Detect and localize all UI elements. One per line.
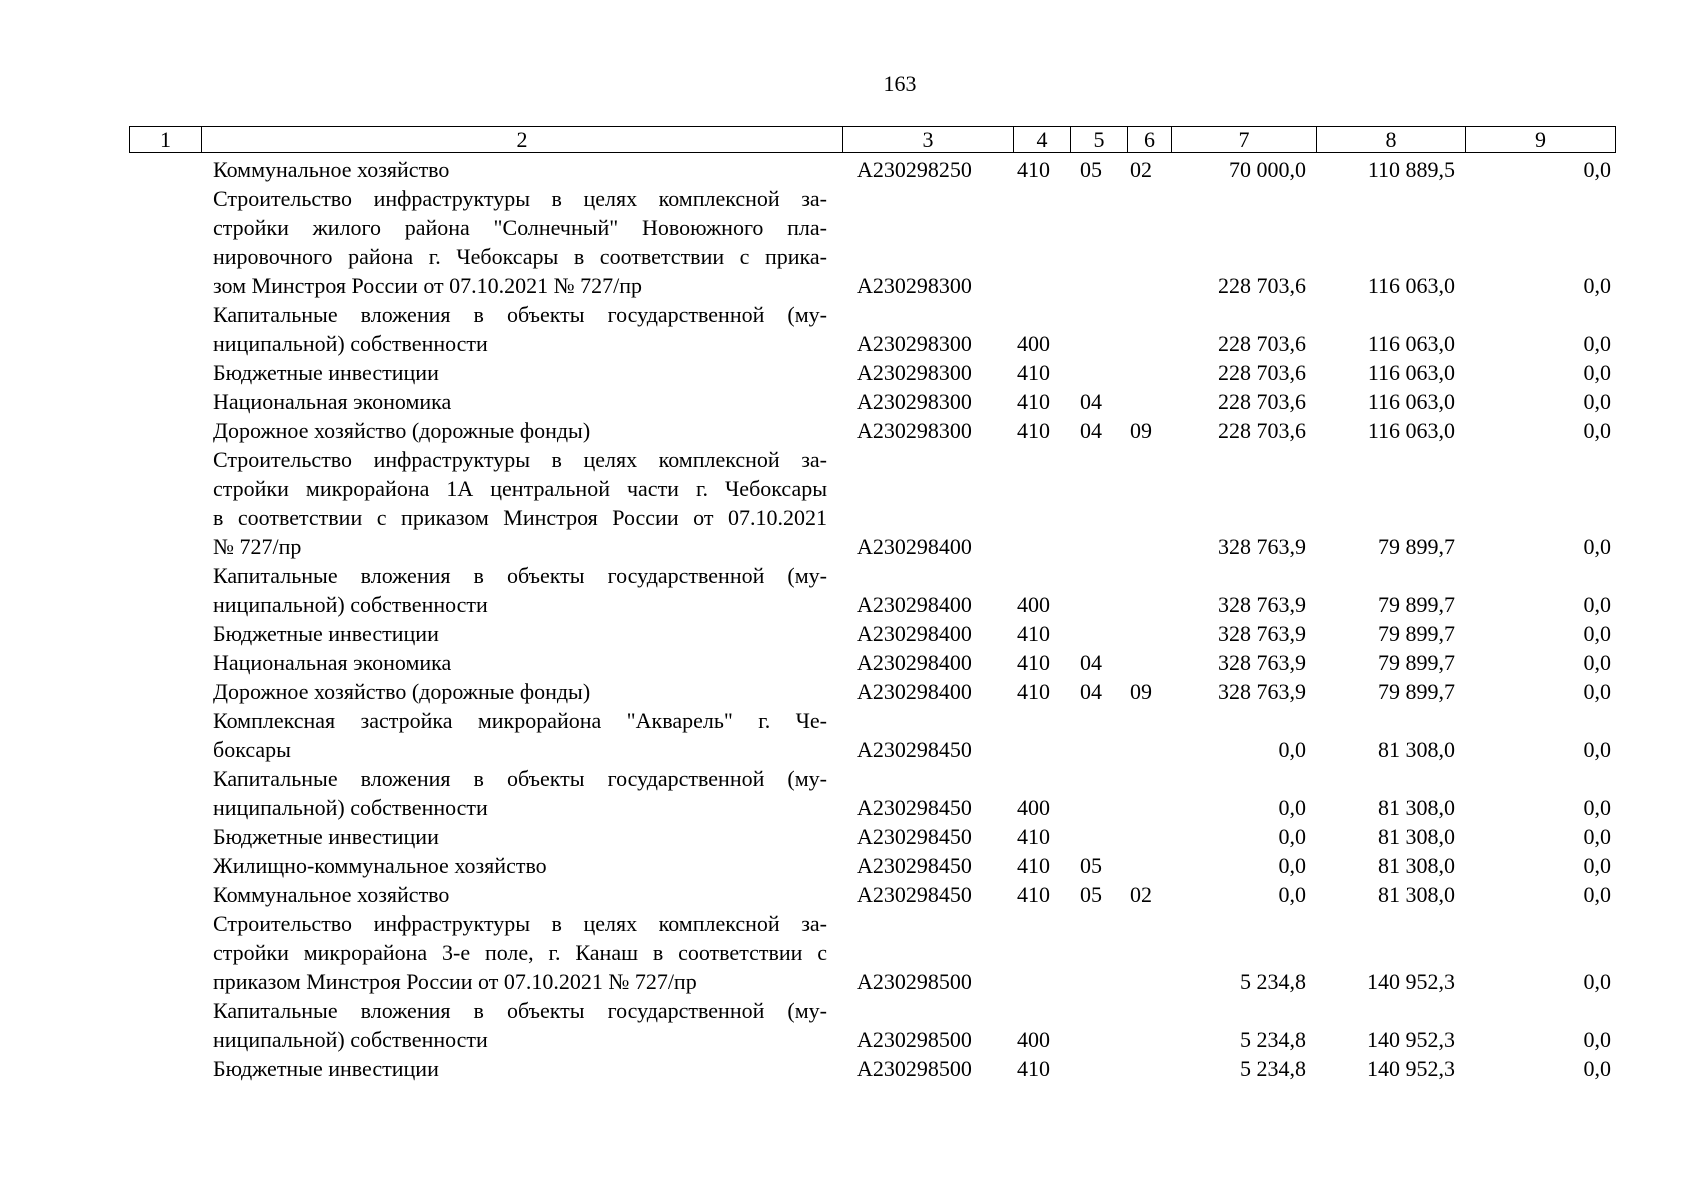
amount-col-7: 0,0 [1278, 882, 1306, 907]
amount-col-7: 228 703,6 [1218, 418, 1306, 443]
description-line: Капитальные вложения в объекты государственной (му- [213, 302, 827, 327]
table-row [0, 764, 1697, 822]
description-line: Коммунальное хозяйство [213, 882, 450, 907]
header-cell-3: 3 [842, 126, 1014, 153]
row-description [213, 561, 827, 619]
description-line: Капитальные вложения в объекты государственной (му- [213, 563, 827, 588]
row-description [213, 1054, 827, 1083]
amount-col-7: 5 234,8 [1240, 1027, 1306, 1052]
description-line: Бюджетные инвестиции [213, 621, 439, 646]
row-description [213, 909, 827, 996]
row-description [213, 358, 827, 387]
table-row [0, 909, 1697, 996]
amount-col-9: 0,0 [1583, 795, 1611, 820]
description-line: ниципальной) собственности [213, 1027, 488, 1052]
target-code: А230298450 [857, 853, 972, 878]
table-row [0, 416, 1697, 445]
table-body [0, 155, 1697, 1083]
table-row [0, 184, 1697, 300]
description-line: Коммунальное хозяйство [213, 157, 450, 182]
table-row [0, 677, 1697, 706]
amount-col-8: 81 308,0 [1378, 882, 1455, 907]
target-code: А230298300 [857, 418, 972, 443]
target-code: А230298450 [857, 795, 972, 820]
description-line: Бюджетные инвестиции [213, 1056, 439, 1081]
target-code: А230298300 [857, 360, 972, 385]
amount-col-9: 0,0 [1583, 650, 1611, 675]
row-description [213, 184, 827, 300]
target-code: А230298450 [857, 882, 972, 907]
table-row [0, 445, 1697, 561]
description-line: стройки микрорайона 3-е поле, г. Канаш в соответствии с [213, 940, 827, 965]
amount-col-7: 328 763,9 [1218, 650, 1306, 675]
target-code: А230298400 [857, 679, 972, 704]
target-code: А230298450 [857, 824, 972, 849]
target-code: А230298300 [857, 331, 972, 356]
header-cell-4: 4 [1013, 126, 1071, 153]
section: 04 [1080, 418, 1102, 443]
description-line: в соответствии с приказом Минстроя России от 07.10.2021 [213, 505, 827, 530]
row-description [213, 764, 827, 822]
amount-col-8: 81 308,0 [1378, 737, 1455, 762]
amount-col-9: 0,0 [1583, 157, 1611, 182]
table-row [0, 358, 1697, 387]
expense-type: 410 [1017, 650, 1050, 675]
target-code: А230298400 [857, 650, 972, 675]
description-line: Капитальные вложения в объекты государственной (му- [213, 766, 827, 791]
target-code: А230298250 [857, 157, 972, 182]
amount-col-7: 328 763,9 [1218, 534, 1306, 559]
expense-type: 410 [1017, 679, 1050, 704]
description-line: Жилищно-коммунальное хозяйство [213, 853, 547, 878]
amount-col-9: 0,0 [1583, 273, 1611, 298]
header-cell-5: 5 [1070, 126, 1128, 153]
amount-col-8: 140 952,3 [1367, 1056, 1455, 1081]
amount-col-9: 0,0 [1583, 534, 1611, 559]
expense-type: 410 [1017, 853, 1050, 878]
table-row [0, 822, 1697, 851]
amount-col-7: 328 763,9 [1218, 592, 1306, 617]
subsection: 02 [1130, 882, 1152, 907]
row-description [213, 706, 827, 764]
amount-col-8: 81 308,0 [1378, 824, 1455, 849]
table-row [0, 300, 1697, 358]
target-code: А230298500 [857, 969, 972, 994]
amount-col-8: 116 063,0 [1367, 389, 1455, 414]
description-line: ниципальной) собственности [213, 331, 488, 356]
amount-col-8: 116 063,0 [1367, 418, 1455, 443]
header-cell-6: 6 [1127, 126, 1172, 153]
header-cell-7: 7 [1171, 126, 1317, 153]
row-description [213, 300, 827, 358]
table-row [0, 561, 1697, 619]
amount-col-7: 5 234,8 [1240, 969, 1306, 994]
amount-col-8: 79 899,7 [1378, 534, 1455, 559]
table-row [0, 155, 1697, 184]
expense-type: 410 [1017, 418, 1050, 443]
amount-col-8: 79 899,7 [1378, 621, 1455, 646]
description-line: стройки микрорайона 1А центральной части г. Чебоксары [213, 476, 827, 501]
expense-type: 410 [1017, 157, 1050, 182]
table-row [0, 1054, 1697, 1083]
row-description [213, 155, 827, 184]
target-code: А230298300 [857, 273, 972, 298]
amount-col-9: 0,0 [1583, 389, 1611, 414]
description-line: нировочного района г. Чебоксары в соответствии с прика- [213, 244, 827, 269]
amount-col-7: 70 000,0 [1229, 157, 1306, 182]
description-line: ниципальной) собственности [213, 795, 488, 820]
amount-col-9: 0,0 [1583, 882, 1611, 907]
amount-col-8: 140 952,3 [1367, 969, 1455, 994]
header-cell-8: 8 [1316, 126, 1466, 153]
amount-col-8: 110 889,5 [1367, 157, 1455, 182]
amount-col-9: 0,0 [1583, 1056, 1611, 1081]
description-line: № 727/пр [213, 534, 302, 559]
amount-col-7: 228 703,6 [1218, 331, 1306, 356]
expense-type: 400 [1017, 592, 1050, 617]
description-line: стройки жилого района "Солнечный" Новоюжного пла- [213, 215, 827, 240]
amount-col-8: 79 899,7 [1378, 679, 1455, 704]
row-description [213, 851, 827, 880]
row-description [213, 996, 827, 1054]
amount-col-7: 328 763,9 [1218, 621, 1306, 646]
row-description [213, 619, 827, 648]
row-description [213, 445, 827, 561]
amount-col-7: 228 703,6 [1218, 360, 1306, 385]
description-line: Национальная экономика [213, 650, 452, 675]
description-line: приказом Минстроя России от 07.10.2021 № 727/пр [213, 969, 697, 994]
target-code: А230298300 [857, 389, 972, 414]
header-cell-1: 1 [129, 126, 202, 153]
description-line: боксары [213, 737, 291, 762]
amount-col-9: 0,0 [1583, 621, 1611, 646]
target-code: А230298500 [857, 1056, 972, 1081]
section: 04 [1080, 389, 1102, 414]
amount-col-8: 79 899,7 [1378, 650, 1455, 675]
expense-type: 410 [1017, 1056, 1050, 1081]
amount-col-9: 0,0 [1583, 418, 1611, 443]
description-line: Бюджетные инвестиции [213, 360, 439, 385]
amount-col-8: 116 063,0 [1367, 273, 1455, 298]
amount-col-8: 116 063,0 [1367, 331, 1455, 356]
amount-col-7: 0,0 [1278, 795, 1306, 820]
amount-col-9: 0,0 [1583, 737, 1611, 762]
amount-col-9: 0,0 [1583, 1027, 1611, 1052]
subsection: 09 [1130, 418, 1152, 443]
subsection: 02 [1130, 157, 1152, 182]
description-line: Национальная экономика [213, 389, 452, 414]
amount-col-7: 0,0 [1278, 737, 1306, 762]
row-description [213, 416, 827, 445]
row-description [213, 648, 827, 677]
description-line: Строительство инфраструктуры в целях комплексной за- [213, 186, 827, 211]
expense-type: 400 [1017, 1027, 1050, 1052]
row-description [213, 822, 827, 851]
row-description [213, 880, 827, 909]
amount-col-9: 0,0 [1583, 592, 1611, 617]
amount-col-7: 0,0 [1278, 824, 1306, 849]
amount-col-9: 0,0 [1583, 331, 1611, 356]
description-line: Строительство инфраструктуры в целях комплексной за- [213, 447, 827, 472]
expense-type: 410 [1017, 824, 1050, 849]
amount-col-8: 116 063,0 [1367, 360, 1455, 385]
row-description [213, 677, 827, 706]
expense-type: 400 [1017, 795, 1050, 820]
subsection: 09 [1130, 679, 1152, 704]
description-line: Капитальные вложения в объекты государственной (му- [213, 998, 827, 1023]
expense-type: 410 [1017, 882, 1050, 907]
table-row [0, 619, 1697, 648]
section: 05 [1080, 157, 1102, 182]
description-line: Комплексная застройка микрорайона "Акварель" г. Че- [213, 708, 827, 733]
amount-col-8: 81 308,0 [1378, 853, 1455, 878]
page-number: 163 [883, 71, 917, 96]
table-row [0, 996, 1697, 1054]
description-line: Дорожное хозяйство (дорожные фонды) [213, 418, 591, 443]
table-row [0, 387, 1697, 416]
table-row [0, 706, 1697, 764]
amount-col-8: 140 952,3 [1367, 1027, 1455, 1052]
expense-type: 400 [1017, 331, 1050, 356]
header-cell-9: 9 [1465, 126, 1616, 153]
expense-type: 410 [1017, 621, 1050, 646]
table-row [0, 851, 1697, 880]
table-row [0, 880, 1697, 909]
amount-col-7: 0,0 [1278, 853, 1306, 878]
description-line: Бюджетные инвестиции [213, 824, 439, 849]
target-code: А230298400 [857, 621, 972, 646]
amount-col-9: 0,0 [1583, 679, 1611, 704]
header-cell-2: 2 [201, 126, 843, 153]
expense-type: 410 [1017, 360, 1050, 385]
amount-col-9: 0,0 [1583, 824, 1611, 849]
target-code: А230298500 [857, 1027, 972, 1052]
description-line: Строительство инфраструктуры в целях комплексной за- [213, 911, 827, 936]
amount-col-7: 228 703,6 [1218, 273, 1306, 298]
target-code: А230298400 [857, 592, 972, 617]
description-line: ниципальной) собственности [213, 592, 488, 617]
section: 05 [1080, 882, 1102, 907]
section: 04 [1080, 650, 1102, 675]
description-line: зом Минстроя России от 07.10.2021 № 727/пр [213, 273, 643, 298]
amount-col-8: 79 899,7 [1378, 592, 1455, 617]
amount-col-7: 5 234,8 [1240, 1056, 1306, 1081]
row-description [213, 387, 827, 416]
section: 04 [1080, 679, 1102, 704]
amount-col-9: 0,0 [1583, 853, 1611, 878]
section: 05 [1080, 853, 1102, 878]
amount-col-8: 81 308,0 [1378, 795, 1455, 820]
amount-col-7: 328 763,9 [1218, 679, 1306, 704]
target-code: А230298450 [857, 737, 972, 762]
amount-col-9: 0,0 [1583, 969, 1611, 994]
amount-col-7: 228 703,6 [1218, 389, 1306, 414]
target-code: А230298400 [857, 534, 972, 559]
amount-col-9: 0,0 [1583, 360, 1611, 385]
table-row [0, 648, 1697, 677]
description-line: Дорожное хозяйство (дорожные фонды) [213, 679, 591, 704]
expense-type: 410 [1017, 389, 1050, 414]
